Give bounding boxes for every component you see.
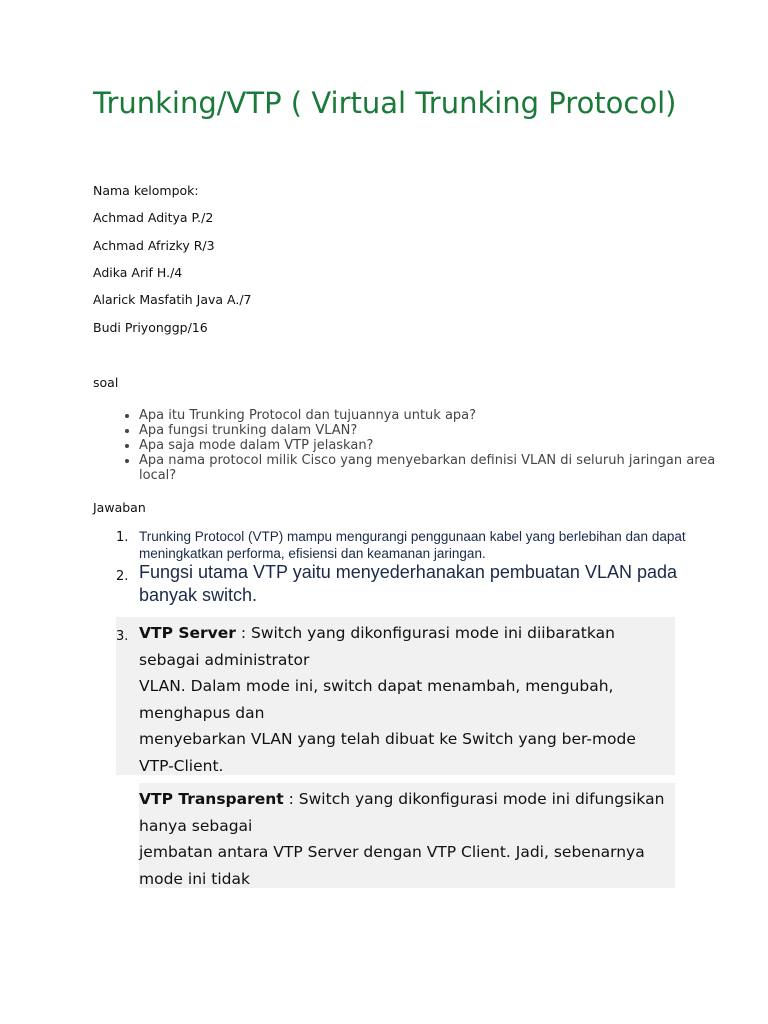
answer-1-number: 1.	[116, 530, 129, 545]
question-item: • Apa saja mode dalam VTP jelaskan?	[139, 438, 719, 453]
answer-2-text: Fungsi utama VTP yaitu menyederhanakan pembuatan VLAN pada banyak switch.	[139, 562, 678, 605]
member-1: Achmad Aditya P./2	[93, 210, 214, 225]
vtp-server-line-2: VLAN. Dalam mode ini, switch dapat menambah, mengubah, menghapus dan	[139, 677, 614, 722]
jawaban-label: Jawaban	[93, 500, 146, 515]
vtp-server-line-3: menyebarkan VLAN yang telah dibuat ke Switch yang ber-mode VTP-Client.	[139, 730, 636, 775]
vtp-server-text: : Switch yang dikonfigurasi mode ini diibaratkan sebagai administrator	[139, 624, 615, 669]
question-item: • Apa nama protocol milik Cisco yang menyebarkan definisi VLAN di seluruh jaringan area local?	[139, 453, 719, 483]
vtp-server-line	[139, 620, 659, 673]
member-2: Achmad Afrizky R/3	[93, 238, 215, 253]
vtp-transparent-line	[139, 786, 669, 839]
answer-1-text: Trunking Protocol (VTP) mampu mengurangi penggunaan kabel yang berlebihan dan dapat meningkatkan performa, efisiensi dan keamanan jaringan.	[139, 529, 686, 561]
answer-2	[93, 561, 693, 607]
answer-3-number: 3.	[116, 629, 129, 644]
vtp-transparent-text: : Switch yang dikonfigurasi mode ini difungsikan hanya sebagai	[139, 790, 665, 835]
answer-3	[93, 620, 693, 779]
document-title: Trunking/VTP ( Virtual Trunking Protocol)	[93, 86, 677, 120]
answer-1	[93, 528, 693, 562]
soal-label: soal	[93, 375, 119, 390]
question-item: • Apa fungsi trunking dalam VLAN?	[139, 423, 719, 438]
question-list	[93, 408, 719, 483]
answer-2-number: 2.	[116, 569, 129, 584]
group-label: Nama kelompok:	[93, 183, 199, 198]
vtp-transparent-block	[139, 786, 669, 892]
member-3: Adika Arif H./4	[93, 265, 183, 280]
vtp-transparent-label: VTP Transparent	[139, 790, 284, 808]
member-4: Alarick Masfatih Java A./7	[93, 292, 252, 307]
question-item: • Apa itu Trunking Protocol dan tujuannya untuk apa?	[139, 408, 719, 423]
member-5: Budi Priyonggp/16	[93, 320, 208, 335]
vtp-server-label: VTP Server	[139, 624, 236, 642]
vtp-transparent-line-2: jembatan antara VTP Server dengan VTP Client. Jadi, sebenarnya mode ini tidak	[139, 843, 645, 888]
